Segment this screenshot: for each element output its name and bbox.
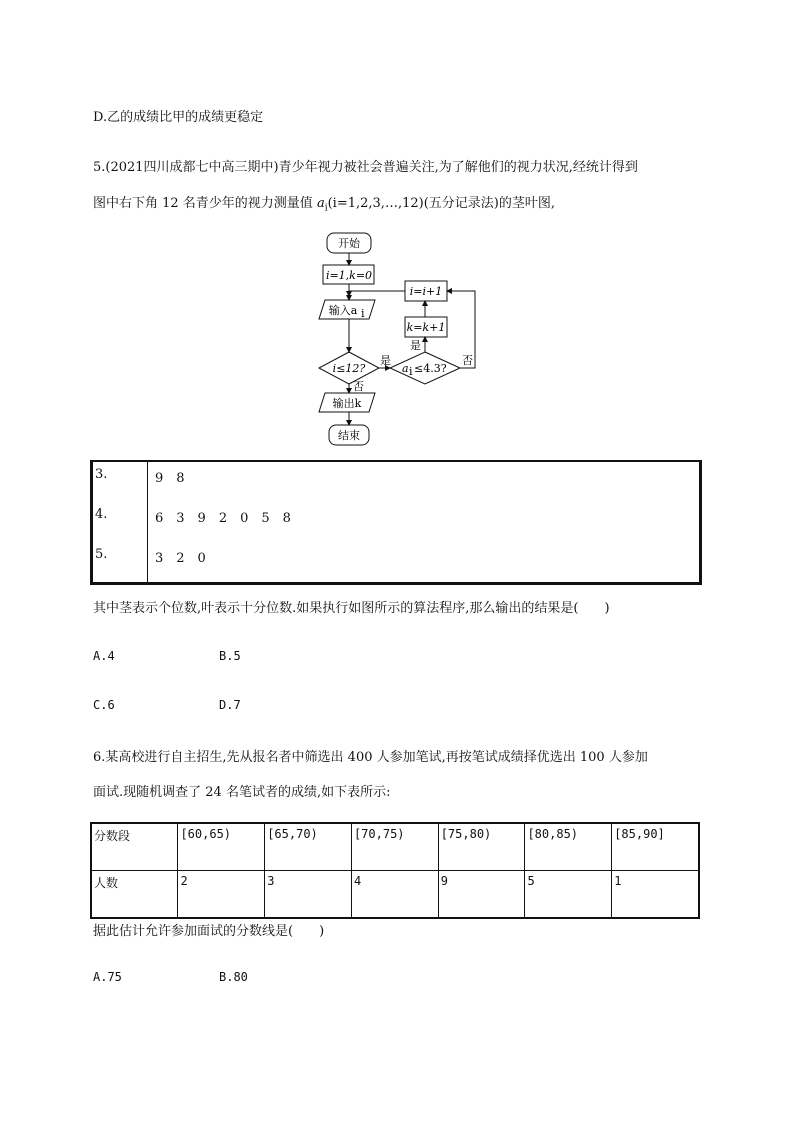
table-cell: 人数	[91, 871, 178, 919]
table-cell: [70,75)	[351, 823, 438, 871]
cond2-var-label: a	[402, 362, 409, 375]
table-cell: [75,80)	[438, 823, 525, 871]
input-sub-label: i	[361, 307, 365, 320]
leaf-cell: 9 8	[155, 471, 185, 486]
table-cell: [80,85)	[525, 823, 612, 871]
yes1-label: 是	[380, 354, 391, 367]
table-cell: 5	[525, 871, 612, 919]
no2-label: 否	[462, 354, 473, 367]
q6-after-text: 据此估计允许参加面试的分数线是( )	[93, 924, 325, 939]
input-label: 输入a	[328, 304, 358, 317]
score-table-row	[91, 871, 699, 919]
stem-leaf-table	[90, 460, 702, 585]
table-cell: [60,65)	[178, 823, 265, 871]
end-label: 结束	[338, 429, 360, 442]
table-cell: 2	[178, 871, 265, 919]
score-table-header-row	[91, 823, 699, 871]
q6-option-a[interactable]: A.75	[93, 970, 122, 984]
q5-option-a[interactable]: A.4	[93, 649, 115, 663]
q6-stem-line1: 6.某高校进行自主招生,先从报名者中筛选出 400 人参加笔试,再按笔试成绩择优选出 100 人参加	[93, 750, 648, 765]
table-cell: 3	[265, 871, 352, 919]
score-table	[90, 822, 700, 919]
yes2-label: 是	[410, 339, 421, 352]
table-cell: [85,90]	[612, 823, 699, 871]
stem-row	[93, 507, 699, 527]
q5-stem-line1: 5.(2021四川成都七中高三期中)青少年视力被社会普遍关注,为了解他们的视力状况,经统计得到	[93, 160, 638, 175]
stem-row	[93, 467, 699, 487]
init-label: i=1,k=0	[325, 269, 373, 282]
q5-option-d[interactable]: D.7	[219, 698, 241, 712]
option-d-prev: D.乙的成绩比甲的成绩更稳定	[93, 110, 264, 125]
table-cell: [65,70)	[265, 823, 352, 871]
table-cell: 9	[438, 871, 525, 919]
q5-option-b[interactable]: B.5	[219, 649, 241, 663]
q5-after-text: 其中茎表示个位数,叶表示十分位数.如果执行如图所示的算法程序,那么输出的结果是( )	[93, 601, 610, 616]
q5-var: a	[316, 196, 325, 211]
output-label: 输出k	[332, 397, 362, 410]
table-cell: 1	[612, 871, 699, 919]
q6-stem-line2: 面试.现随机调查了 24 名笔试者的成绩,如下表所示:	[93, 785, 391, 800]
inc-i-label: i=i+1	[409, 285, 443, 298]
stem-row	[93, 547, 699, 567]
cond2-sub-label: i	[409, 365, 413, 378]
inc-k-label: k=k+1	[406, 321, 446, 334]
cond1-label: i≤12?	[332, 362, 366, 375]
leaf-cell: 6 3 9 2 0 5 8	[155, 511, 291, 526]
q5-text-b: (i=1,2,3,…,12)(五分记录法)的茎叶图,	[327, 196, 555, 211]
q5-option-c[interactable]: C.6	[93, 698, 115, 712]
stem-cell: 4.	[95, 507, 108, 522]
no1-label: 否	[353, 380, 364, 393]
stem-cell: 5.	[95, 547, 108, 562]
cond2-label: ≤4.3?	[414, 362, 447, 375]
stem-cell: 3.	[95, 467, 108, 482]
leaf-cell: 3 2 0	[155, 551, 206, 566]
start-label: 开始	[338, 237, 360, 250]
q5-sub: i	[324, 203, 328, 214]
table-cell: 分数段	[91, 823, 178, 871]
q6-option-b[interactable]: B.80	[219, 970, 248, 984]
table-cell: 4	[351, 871, 438, 919]
q5-text-a: 图中右下角 12 名青少年的视力测量值	[93, 196, 317, 211]
